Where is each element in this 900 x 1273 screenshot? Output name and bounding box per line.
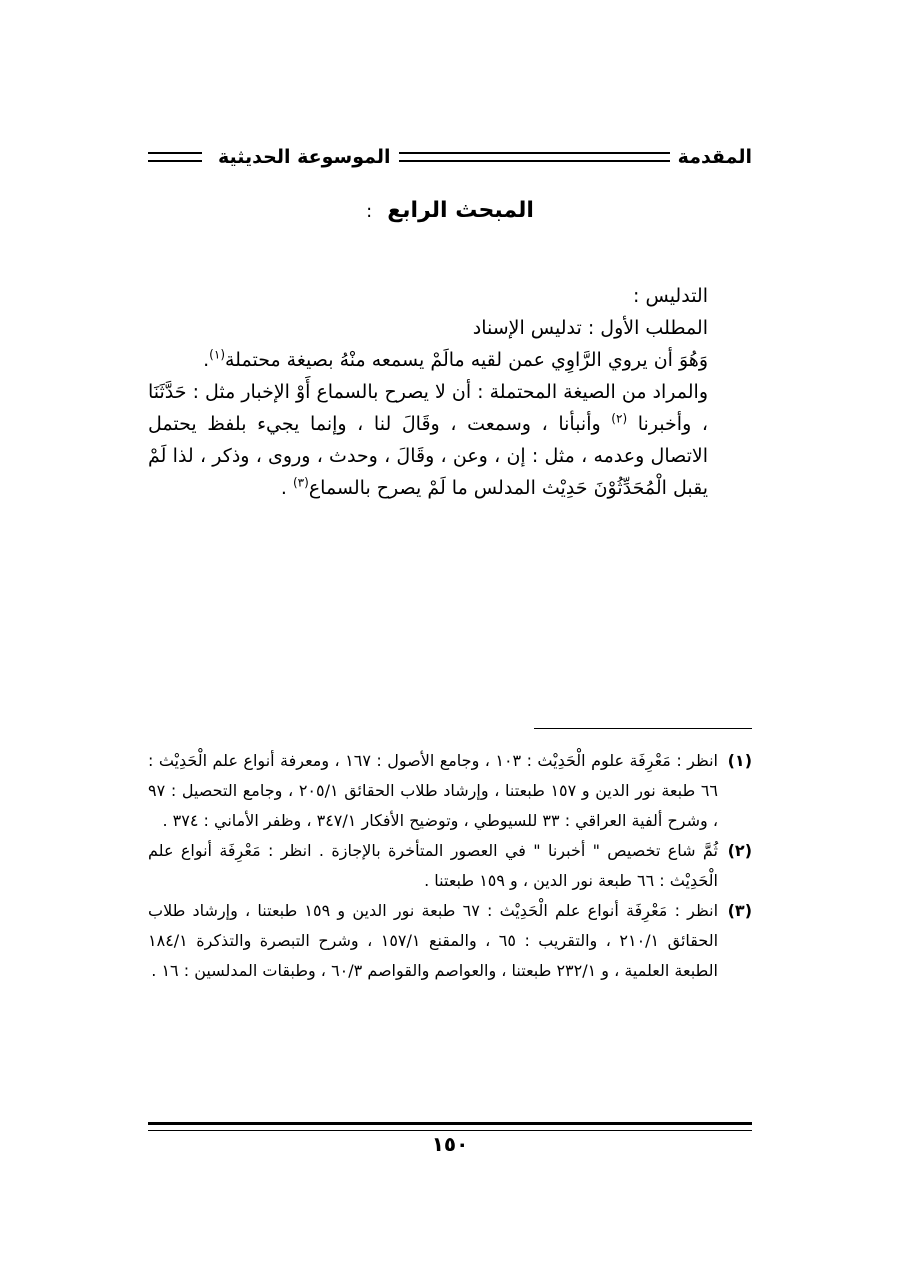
main-text [148,280,752,504]
note-ref-2[interactable]: (٢) [611,411,628,426]
header-rule-long [399,152,670,162]
chapter-heading [150,198,750,223]
paragraph-explanation [148,376,752,504]
footnote-separator [534,728,752,729]
paragraph-definition: وَهُوَ أن يروي الرَّاوِي عمن لقيه مالَمْ يسمعه منْهُ بصيغة محتملة$^{(١)}$. [203,347,708,371]
note-ref-3[interactable]: (٣) [292,475,309,490]
chapter-colon: : [366,201,373,222]
explanation-end: . [280,477,293,499]
footnote-number: (٣) [727,901,752,920]
running-header [148,128,752,168]
header-book-title: الموسوعة الحديثية [218,146,391,168]
paragraph-topic: التدليس : [633,285,708,307]
footnote-text: انظر : مَعْرِفَة علوم الْحَدِيْث : ١٠٣ ، وجامع الأصول : ١٦٧ ، ومعرفة أنواع علم الْحَدِيْث : ٦٦ طبعة نور الدين و ١٥٧ طبعتنا ، وإرشاد طلاب الحقائق ٢٠٥/١ ، وجامع التحصيل : ٩٧ ، وشرح ألفية العراقي : ٣٣ للسيوطي ، وتوضيح الأفكار ٣٤٧/١ ، وظفر الأماني : ٣٧٤ . [148,751,718,830]
explanation-text-b: وأنبأنا ، وسمعت ، وقَالَ لنا ، وإنما يجيء بلفظ يحتمل الاتصال وعدمه ، مثل : إن ، وعن ، وقَالَ ، وحدث ، وروى ، وذكر ، لذا لَمْ يقبل الْمُحَدِّثُوْنَ حَدِيْث المدلس ما لَمْ يصرح بالسماع [148,413,708,499]
footer-rule [148,1122,752,1131]
header-rule-short [148,152,202,162]
footnote [148,896,752,986]
paragraph-subsection: المطلب الأول : تدليس الإسناد [472,317,708,339]
footnote-number: (٢) [727,841,752,860]
footnotes [148,746,752,986]
explanation-text-a: والمراد من الصيغة المحتملة : أن لا يصرح بالسماع أَوْ الإخبار مثل : حَدَّثَنَا ، وأخبرنا [148,381,708,435]
note-ref-1[interactable]: (١) [209,347,225,362]
page-number: ١٥٠ [431,1132,469,1156]
definition-text: وَهُوَ أن يروي الرَّاوِي عمن لقيه مالَمْ يسمعه منْهُ بصيغة محتملة [225,349,708,371]
header-section-label: المقدمة [677,146,752,168]
footnote-number: (١) [727,751,752,770]
footnote-text: ثُمَّ شاع تخصيص " أخبرنا " في العصور المتأخرة بالإجازة . انظر : مَعْرِفَة أنواع علم الْحَدِيْث : ٦٦ طبعة نور الدين ، و ١٥٩ طبعتنا . [148,841,718,890]
footnote-text: انظر : مَعْرِفَة أنواع علم الْحَدِيْث : ٦٧ طبعة نور الدين و ١٥٩ طبعتنا ، وإرشاد طلاب الحقائق ٢١٠/١ ، والتقريب : ٦٥ ، والمقنع ١٥٧/١ ، وشرح التبصرة والتذكرة ١٨٤/١ الطبعة العلمية ، و ٢٣٢/١ طبعتنا ، والعواصم والقواصم ٦٠/٣ ، وطبقات المدلسين : ١٦ . [148,901,719,980]
chapter-title: المبحث الرابع [387,198,534,223]
footnote [148,836,752,896]
footnote [148,746,752,836]
